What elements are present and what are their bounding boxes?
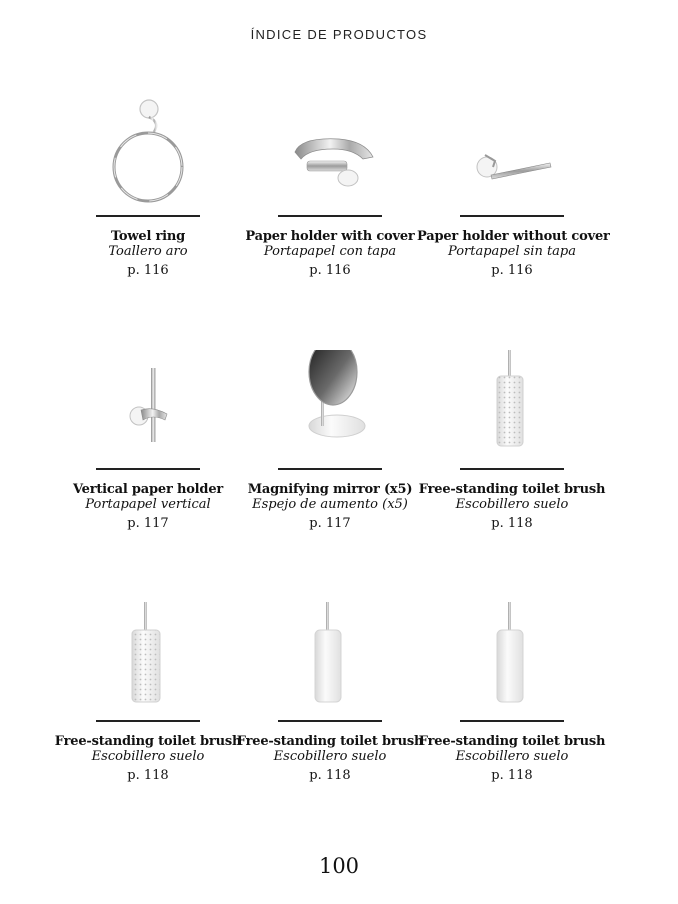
vertical-paper-holder-image — [53, 350, 243, 468]
product-towel-ring — [53, 97, 243, 279]
product-paper-holder-without-cover — [417, 97, 610, 279]
product-page-ref: p. 116 — [127, 262, 169, 278]
product-name-es: Portapapel vertical — [85, 496, 211, 512]
product-toilet-brush — [235, 602, 425, 784]
toilet-brush-smooth-image — [417, 602, 607, 720]
product-page-ref: p. 118 — [309, 767, 351, 783]
divider — [460, 468, 564, 470]
product-name-es: Escobillero suelo — [455, 496, 569, 512]
product-toilet-brush — [417, 602, 607, 784]
product-name-es: Toallero aro — [108, 243, 188, 259]
product-paper-holder-with-cover — [235, 97, 425, 279]
product-name-en: Free-standing toilet brush — [418, 733, 606, 749]
product-page-ref: p. 117 — [127, 515, 169, 531]
product-magnifying-mirror — [235, 350, 425, 532]
product-name-es: Escobillero suelo — [273, 748, 387, 764]
product-name-es: Espejo de aumento (x5) — [252, 496, 408, 512]
divider — [96, 215, 200, 217]
product-toilet-brush — [53, 602, 243, 784]
product-name-en: Free-standing toilet brush — [236, 733, 424, 749]
divider — [460, 720, 564, 722]
divider — [96, 468, 200, 470]
product-page-ref: p. 116 — [309, 262, 351, 278]
divider — [278, 468, 382, 470]
paper-holder-without-cover-image — [417, 97, 607, 215]
product-vertical-paper-holder — [53, 350, 243, 532]
product-toilet-brush — [417, 350, 607, 532]
product-page-ref: p. 118 — [491, 767, 533, 783]
product-name-en: Vertical paper holder — [72, 481, 224, 497]
product-name-en: Paper holder without cover — [417, 228, 610, 244]
divider — [96, 720, 200, 722]
page-number: 100 — [318, 854, 360, 878]
divider — [278, 215, 382, 217]
product-name-en: Paper holder with cover — [245, 228, 415, 244]
divider — [278, 720, 382, 722]
product-name-en: Towel ring — [110, 228, 186, 244]
product-name-es: Portapapel sin tapa — [448, 243, 576, 259]
towel-ring-image — [53, 97, 243, 215]
product-name-en: Free-standing toilet brush — [54, 733, 242, 749]
divider — [460, 215, 564, 217]
magnifying-mirror-image — [235, 350, 425, 468]
toilet-brush-textured-image — [417, 350, 607, 468]
page-title: ÍNDICE DE PRODUCTOS — [250, 27, 428, 42]
product-page-ref: p. 118 — [491, 515, 533, 531]
paper-holder-with-cover-image — [235, 97, 425, 215]
product-name-es: Portapapel con tapa — [263, 243, 397, 259]
product-name-es: Escobillero suelo — [91, 748, 205, 764]
product-name-en: Free-standing toilet brush — [418, 481, 606, 497]
product-page-ref: p. 116 — [491, 262, 533, 278]
toilet-brush-textured-image — [53, 602, 243, 720]
toilet-brush-smooth-image — [235, 602, 425, 720]
product-page-ref: p. 118 — [127, 767, 169, 783]
product-page-ref: p. 117 — [309, 515, 351, 531]
product-name-en: Magnifying mirror (x5) — [247, 481, 413, 497]
product-name-es: Escobillero suelo — [455, 748, 569, 764]
